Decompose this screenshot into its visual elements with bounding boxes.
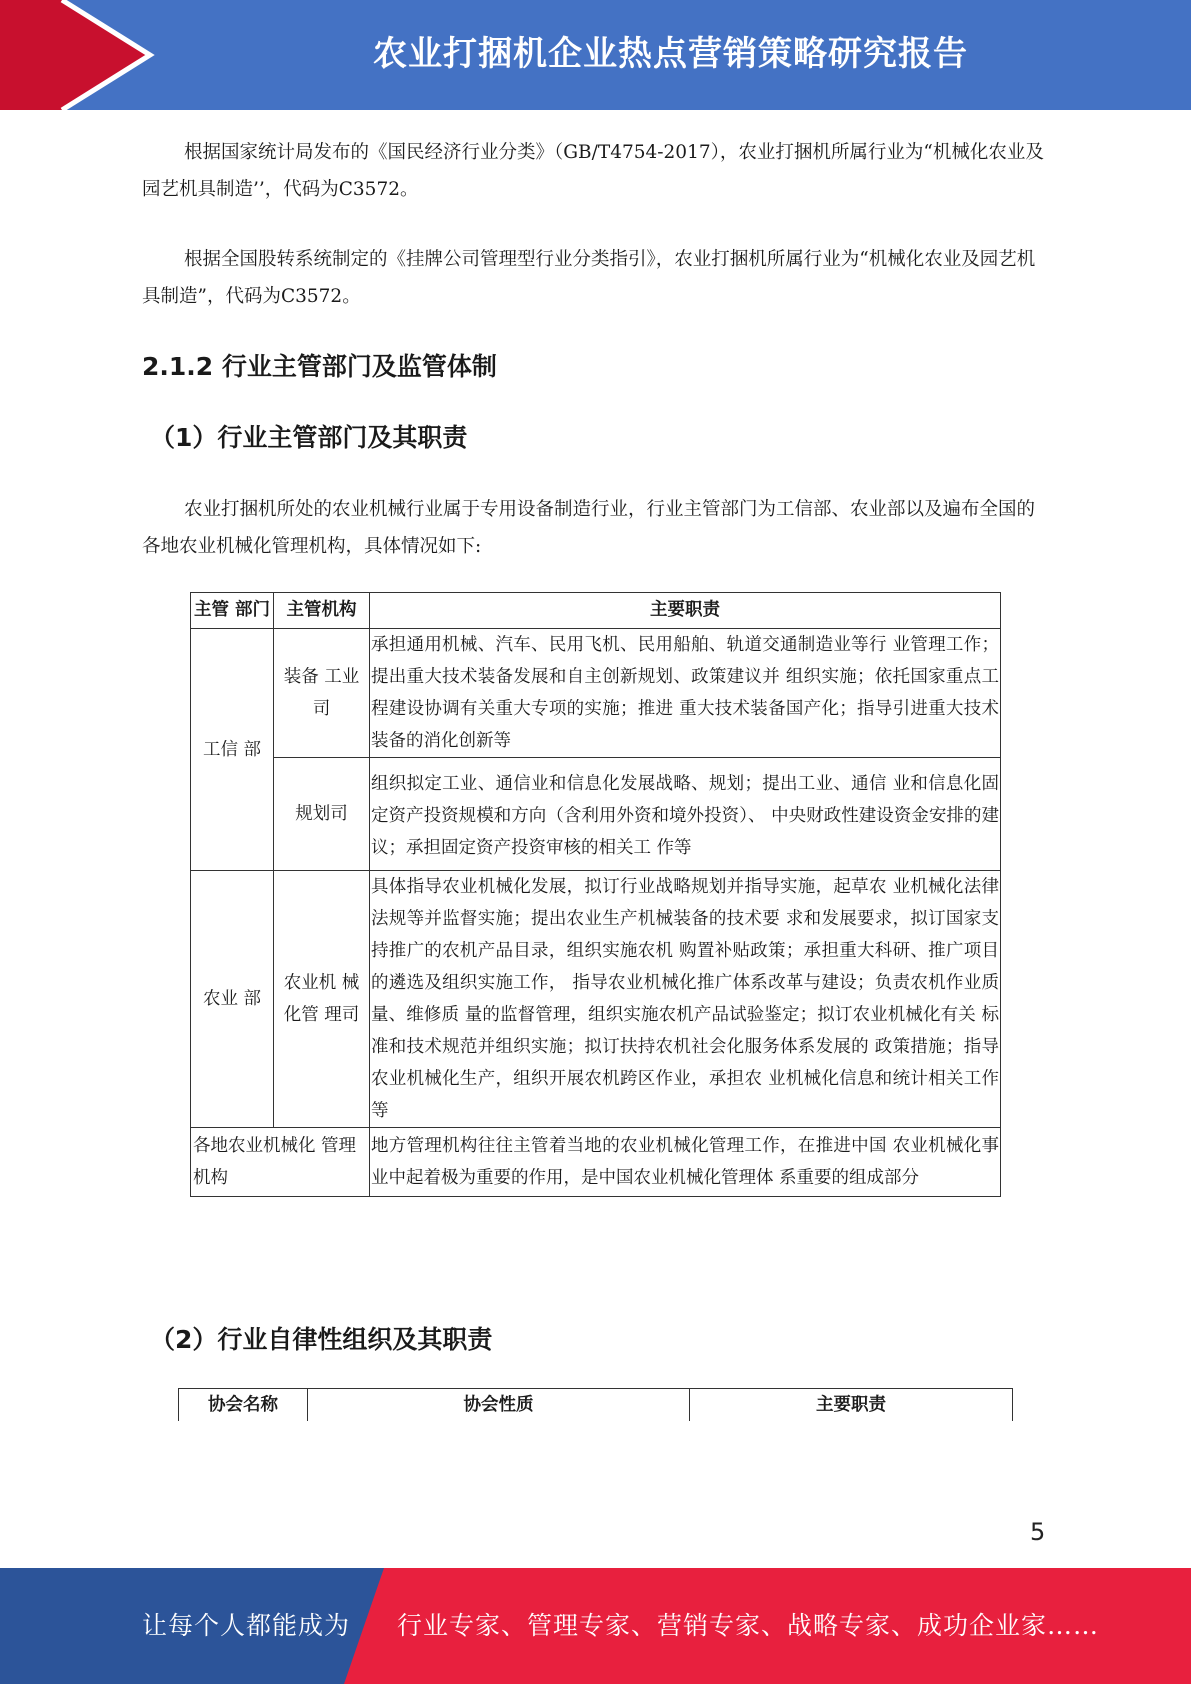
paragraph-neeq-classification: 根据全国股转系统制定的《挂牌公司管理型行业分类指引》，农业打捆机所属行业为“机械化农业及园艺机具制造”，代码为C3572。 [142, 249, 1036, 307]
table-header-row [191, 593, 1001, 629]
header-association-duty: 主要职责 [690, 1389, 1013, 1422]
header-association-name: 协会名称 [179, 1389, 308, 1422]
subsection-heading-associations: （2）行业自律性组织及其职责 [150, 1325, 493, 1354]
paragraph-authorities-intro: 农业打捆机所处的农业机械行业属于专用设备制造行业，行业主管部门为工信部、农业部以及遍布全国的各地农业机械化管理机构，具体情况如下: [142, 499, 1036, 557]
cell-org: 规划司 [274, 758, 370, 871]
page-number: 5 [1030, 1518, 1046, 1546]
cell-duty: 地方管理机构往往主管着当地的农业机械化管理工作，在推进中国 农业机械化事业中起着极为重要的作用，是中国农业机械化管理体 系重要的组成部分 [370, 1128, 1001, 1197]
subsection-heading-authorities: （1）行业主管部门及其职责 [150, 423, 468, 452]
footer-slogan-left: 让每个人都能成为 [142, 1611, 351, 1640]
cell-dept: 农业 部 [191, 871, 274, 1128]
table-row [191, 758, 1001, 871]
table-row [191, 1128, 1001, 1197]
page-footer [0, 1568, 1191, 1684]
paragraph-industry-classification: 根据国家统计局发布的《国民经济行业分类》（GB/T4754-2017），农业打捆机所属行业为“机械化农业及园艺机具制造’’，代码为C3572。 [142, 142, 1044, 200]
report-title: 农业打捆机企业热点营销策略研究报告 [373, 34, 968, 74]
table-header-row [179, 1389, 1013, 1422]
table-row [191, 629, 1001, 758]
cell-org: 装备 工业司 [274, 629, 370, 758]
cell-dept: 各地农业机械化 管理机构 [191, 1128, 370, 1197]
section-heading: 2.1.2 行业主管部门及监管体制 [142, 352, 497, 381]
cell-dept: 工信 部 [191, 629, 274, 871]
page-header [0, 0, 1191, 110]
header-association-nature: 协会性质 [308, 1389, 690, 1422]
header-dept: 主管 部门 [191, 593, 274, 629]
red-chevron-icon [0, 0, 160, 110]
associations-table [178, 1388, 1013, 1421]
cell-duty: 承担通用机械、汽车、民用飞机、民用船舶、轨道交通制造业等行 业管理工作；提出重大技术装备发展和自主创新规划、政策建议并 组织实施；依托国家重点工程建设协调有关重大专项的实施；推进 重大技术装备国产化；指导引进重大技术装备的消化创新等 [370, 629, 1001, 758]
authorities-table [190, 592, 1001, 1197]
header-org: 主管机构 [274, 593, 370, 629]
header-duty: 主要职责 [370, 593, 1001, 629]
table-row [191, 871, 1001, 1128]
footer-slogan-right: 行业专家、管理专家、营销专家、战略专家、成功企业家…… [397, 1611, 1100, 1640]
cell-duty: 具体指导农业机械化发展，拟订行业战略规划并指导实施，起草农 业机械化法律法规等并监督实施；提出农业生产机械装备的技术要 求和发展要求，拟订国家支持推广的农机产品目录，组织实施农机 购置补贴政策；承担重大科研、推广项目的遴选及组织实施工作， 指导农业机械化推广体系改革与建设；负责农机作业质量、维修质 量的监督管理，组织实施农机产品试验鉴定；拟订农业机械化有关 标准和技术规范并组织实施；拟订扶持农机社会化服务体系发展的 政策措施；指导农业机械化生产，组织开展农机跨区作业，承担农 业机械化信息和统计相关工作等 [370, 871, 1001, 1128]
cell-org: 农业机 械化管 理司 [274, 871, 370, 1128]
cell-duty: 组织拟定工业、通信业和信息化发展战略、规划；提出工业、通信 业和信息化固定资产投资规模和方向（含利用外资和境外投资）、 中央财政性建设资金安排的建议；承担固定资产投资审核的相关工 作等 [370, 758, 1001, 871]
